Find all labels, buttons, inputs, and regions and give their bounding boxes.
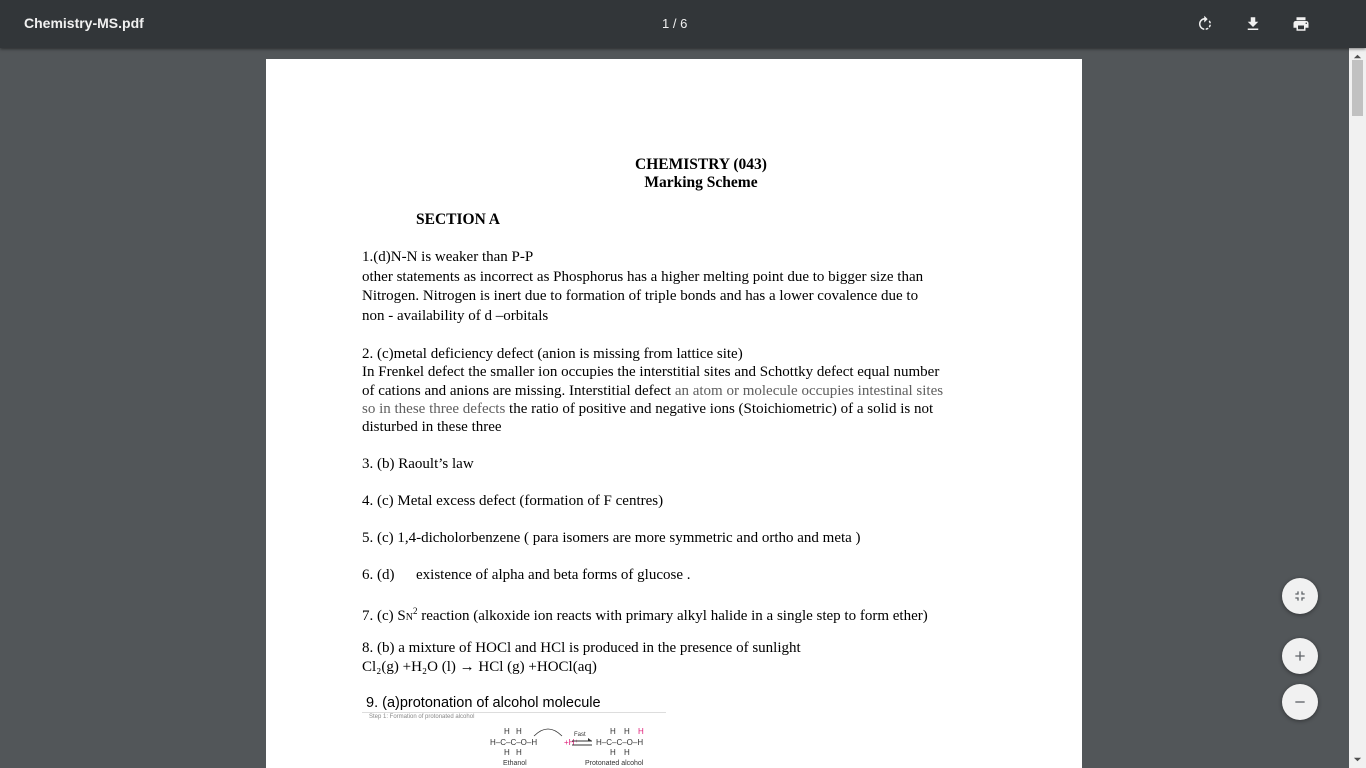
- section-heading: SECTION A: [416, 211, 500, 228]
- svg-text:H: H: [516, 748, 522, 757]
- svg-text:H: H: [610, 727, 616, 736]
- q2-text-line: [362, 382, 943, 400]
- q7-subscript: N: [405, 612, 413, 623]
- print-icon: [1292, 15, 1310, 33]
- page-indicator[interactable]: 1 / 6: [662, 16, 688, 31]
- q9-answer: 9. (a)protonation of alcohol molecule: [362, 694, 666, 713]
- zoom-out-icon: [1292, 694, 1308, 710]
- svg-text:H: H: [610, 748, 616, 757]
- download-icon: [1244, 15, 1262, 33]
- fit-page-button[interactable]: [1282, 578, 1318, 614]
- q8-equation: Cl₂(g) +H₂O (l) → HCl (g) +HOCl(aq): [362, 659, 597, 675]
- rotate-button[interactable]: [1193, 12, 1217, 36]
- q2-text-line: [362, 400, 933, 418]
- vertical-scrollbar[interactable]: [1349, 48, 1366, 768]
- pdf-toolbar: [0, 0, 1366, 48]
- q7-superscript: 2: [412, 606, 418, 616]
- q1-text-line: other statements as incorrect as Phosphorus has a higher melting point due to bigger size than: [362, 269, 924, 285]
- svg-text:H: H: [516, 727, 522, 736]
- print-button[interactable]: [1289, 12, 1313, 36]
- pdf-page: [266, 59, 1082, 768]
- download-button[interactable]: [1241, 12, 1265, 36]
- q2-text-part: the ratio of positive and negative ions (Stoichiometric) of a solid is not: [505, 401, 934, 417]
- svg-text:H: H: [504, 748, 510, 757]
- scrollbar-thumb[interactable]: [1352, 60, 1363, 116]
- svg-text:H: H: [624, 748, 630, 757]
- rotate-icon: [1196, 15, 1214, 33]
- q1-answer: 1.(d)N-N is weaker than P-P: [362, 249, 534, 265]
- figure-arrow-label: Fast: [574, 732, 586, 738]
- q1-text-line: Nitrogen. Nitrogen is inert due to formation of triple bonds and has a lower covalence due to: [362, 288, 919, 304]
- document-title: Chemistry-MS.pdf: [24, 15, 144, 31]
- q2-text-part-gray: so in these three defects: [362, 401, 506, 417]
- q6-answer: existence of alpha and beta forms of glucose .: [416, 567, 691, 583]
- svg-text:H: H: [638, 727, 644, 736]
- q3-answer: 3. (b) Raoult’s law: [362, 456, 474, 472]
- figure-step-caption: Step 1: Formation of protonated alcohol: [369, 714, 475, 720]
- svg-text:H–C–C–O–H: H–C–C–O–H: [490, 738, 538, 747]
- q2-answer: 2. (c)metal deficiency defect (anion is missing from lattice site): [362, 346, 743, 362]
- reaction-figure: [366, 714, 666, 768]
- svg-text:+H⁺: +H⁺: [564, 738, 579, 747]
- figure-label-ethanol: Ethanol: [503, 760, 527, 767]
- fit-page-icon: [1292, 588, 1308, 604]
- q2-text-line: disturbed in these three: [362, 419, 502, 435]
- q2-text-part: of cations and anions are missing. Interstitial defect: [362, 383, 672, 399]
- q2-text-line: In Frenkel defect the smaller ion occupies the interstitial sites and Schottky defect equal number: [362, 364, 940, 380]
- q6-label: 6. (d): [362, 567, 395, 583]
- q7-prefix: 7. (c) S: [362, 608, 406, 624]
- q5-answer: 5. (c) 1,4-dicholorbenzene ( para isomers are more symmetric and ortho and meta ): [362, 530, 861, 546]
- zoom-out-button[interactable]: [1282, 684, 1318, 720]
- zoom-in-icon: [1292, 648, 1308, 664]
- figure-label-protonated: Protonated alcohol: [585, 760, 644, 767]
- zoom-in-button[interactable]: [1282, 638, 1318, 674]
- q2-text-part-gray: an atom or molecule occupies intestinal sites: [671, 383, 944, 399]
- q7-suffix: reaction (alkoxide ion reacts with primary alkyl halide in a single step to form ether): [417, 608, 928, 624]
- svg-text:H: H: [624, 727, 630, 736]
- doc-heading-marking-scheme: Marking Scheme: [644, 174, 758, 191]
- svg-text:H–C–C–O–H: H–C–C–O–H: [596, 738, 644, 747]
- q4-answer: 4. (c) Metal excess defect (formation of F centres): [362, 493, 664, 509]
- doc-heading-subject: CHEMISTRY (043): [635, 156, 767, 173]
- q8-answer: 8. (b) a mixture of HOCl and HCl is produced in the presence of sunlight: [362, 640, 801, 656]
- svg-text:H: H: [504, 727, 510, 736]
- q7-answer: [362, 602, 928, 627]
- scroll-down-icon[interactable]: [1353, 755, 1362, 764]
- q1-text-line: non - availability of d –orbitals: [362, 308, 549, 324]
